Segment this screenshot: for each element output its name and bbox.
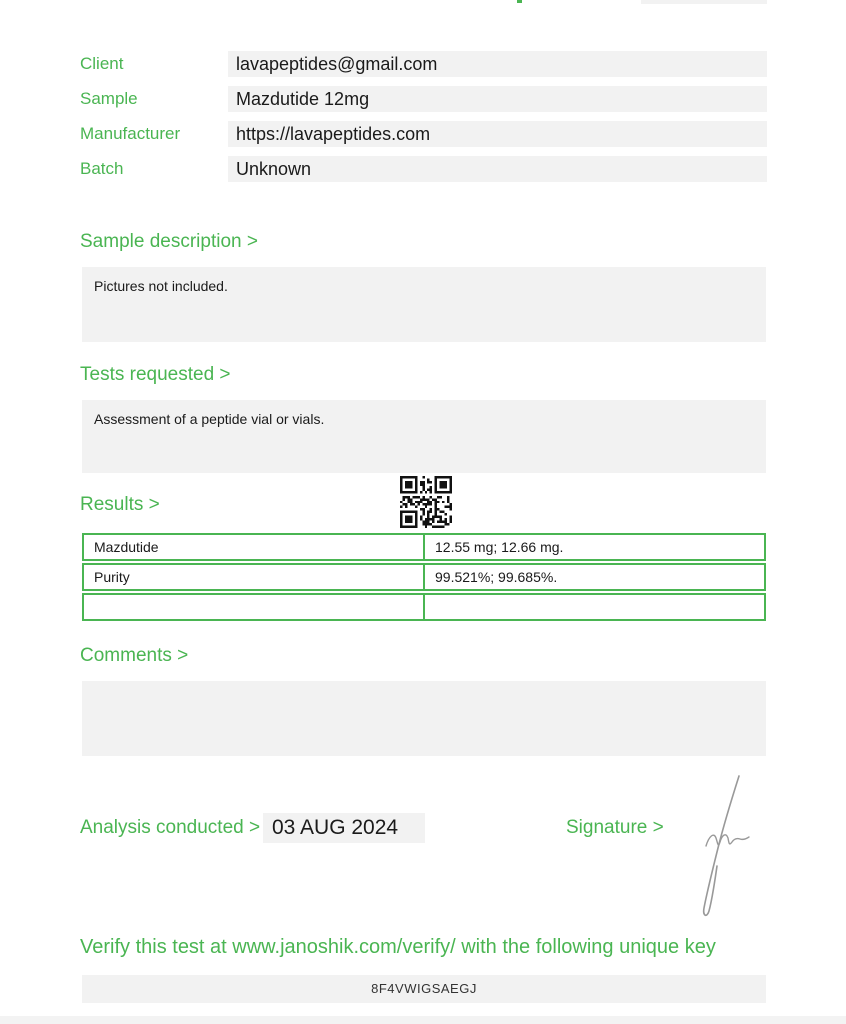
sample-description-box: Pictures not included. bbox=[82, 267, 766, 342]
comments-box bbox=[82, 681, 766, 756]
results-table bbox=[82, 533, 766, 623]
sample-label: Sample bbox=[80, 89, 138, 108]
header-remnant-mark bbox=[517, 0, 522, 3]
results-heading: Results > bbox=[80, 494, 160, 515]
analysis-date: 03 AUG 2024 bbox=[263, 813, 425, 843]
result-value: 99.521%; 99.685%. bbox=[435, 569, 558, 585]
comments-heading: Comments > bbox=[80, 645, 189, 666]
tests-requested-box: Assessment of a peptide vial or vials. bbox=[82, 400, 766, 473]
batch-value: Unknown bbox=[228, 156, 767, 182]
sample-description-heading: Sample description > bbox=[80, 231, 258, 252]
verify-instruction: Verify this test at www.janoshik.com/verify/ with the following unique key bbox=[80, 936, 716, 958]
manufacturer-label: Manufacturer bbox=[80, 124, 181, 143]
result-name: Purity bbox=[84, 565, 425, 589]
header-remnant-field bbox=[641, 0, 767, 4]
analysis-conducted-label: Analysis conducted > bbox=[80, 817, 261, 838]
page-edge-strip bbox=[0, 1016, 846, 1024]
tests-requested-heading: Tests requested > bbox=[80, 364, 231, 385]
info-row-client bbox=[80, 51, 767, 77]
result-name: Mazdutide bbox=[84, 535, 425, 559]
signature-label: Signature > bbox=[566, 817, 664, 838]
info-row-sample bbox=[80, 86, 767, 112]
result-value: 12.55 mg; 12.66 mg. bbox=[435, 539, 564, 555]
table-row bbox=[82, 593, 766, 621]
verify-key: 8F4VWIGSAEGJ bbox=[82, 975, 766, 1003]
table-row bbox=[82, 563, 766, 591]
info-row-batch bbox=[80, 156, 767, 182]
signature-image bbox=[682, 772, 752, 922]
sample-value: Mazdutide 12mg bbox=[228, 86, 767, 112]
client-label: Client bbox=[80, 54, 124, 73]
qr-code-icon bbox=[400, 476, 452, 528]
manufacturer-value: https://lavapeptides.com bbox=[228, 121, 767, 147]
client-value: lavapeptides@gmail.com bbox=[228, 51, 767, 77]
batch-label: Batch bbox=[80, 159, 124, 178]
result-value bbox=[425, 595, 764, 619]
result-name bbox=[84, 595, 425, 619]
info-row-manufacturer bbox=[80, 121, 767, 147]
table-row bbox=[82, 533, 766, 561]
